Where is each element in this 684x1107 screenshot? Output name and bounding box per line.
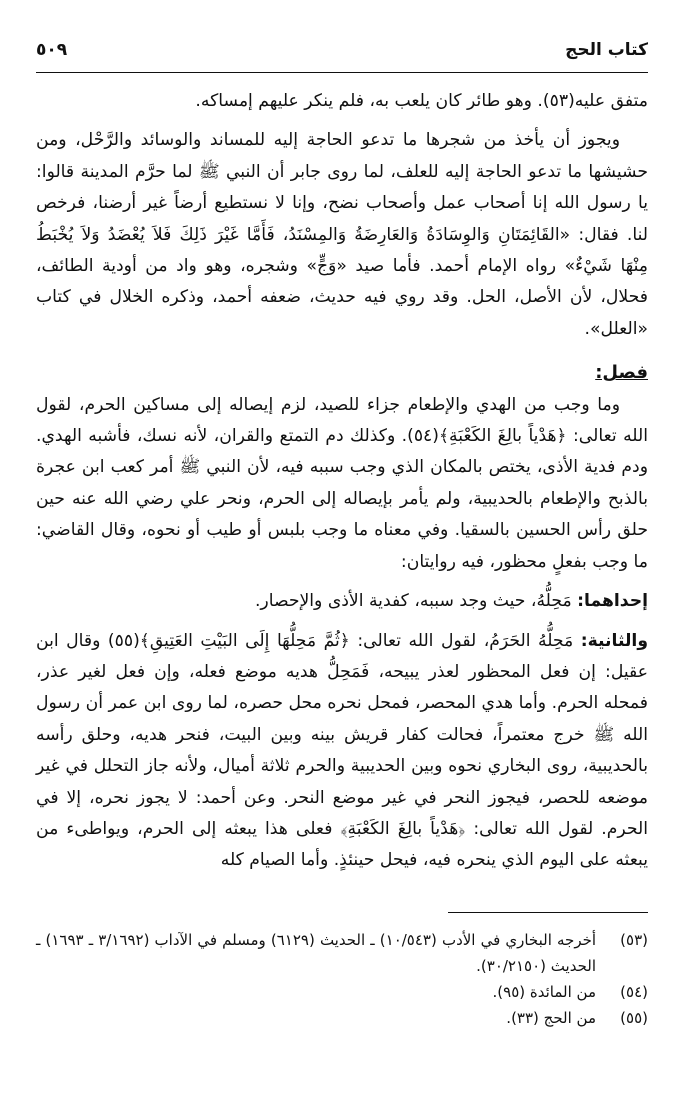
body-text (36, 86, 648, 877)
paragraph-4-text: مَحِلُّهُ، حيث وجد سببه، كفدية الأذى والإحصار. (254, 591, 572, 612)
footnote-text: من الحج (٣٣). (506, 1009, 596, 1027)
footnote-text: أخرجه البخاري في الأدب (١٠/٥٤٣) ـ الحديث (٦١٢٩) ومسلم في الآداب (٣/١٦٩٢ ـ ١٦٩٣) ـ الحديث (٣٠/٢١٥٠). (36, 931, 597, 975)
footnote-53 (36, 927, 648, 979)
page-header (36, 34, 648, 73)
section-heading-line (36, 357, 648, 389)
footnote-rule (448, 912, 648, 913)
label-first: إحداهما: (577, 591, 648, 612)
section-heading: فصل: (595, 362, 648, 384)
footnote-number: (٥٥) (620, 1009, 648, 1027)
paragraph-4 (36, 586, 648, 617)
footnote-text: من المائدة (٩٥). (492, 983, 596, 1001)
page-number: ٥٠٩ (36, 40, 68, 60)
footnote-55 (36, 1005, 648, 1031)
paragraph-5-text: مَحِلُّهُ الحَرَمُ، لقول الله تعالى: ﴿ثُمَّ مَحِلُّهَا إِلَى البَيْتِ العَتِيقِ﴾(٥٥) وقال ابن عقيل: إن فعل المحظور لعذر يبيحه، فَمَحِلُّ هديه موضع فعله، وإن فعل لغير عذر، فمحله الحرم. وأما هدي المحصر، فمحل نحره محل حصره، لما روى ابن عمر أن رسول الله ﷺ خرج معتمراً، فحالت كفار قريش بينه وبين البيت، فنحر هديه، وحلق رأسه بالحديبية، روى البخاري نحوه وبين الحديبية والحرم ثلاثة أميال، ولأنه جاز التحلل في غير موضعه للحصر، فيجوز النحر في غير موضع النحر. وعن أحمد: لا يجوز نحره، إلا في الحرم. لقول الله تعالى: ﴿هَدْياً بالِغَ الكَعْبَةِ﴾ فعلى هذا يبعثه إلى الحرم، ويواطىء من يبعثه على اليوم الذي ينحره فيه، فيحل حينئذٍ. وأما الصيام كله (36, 630, 648, 871)
paragraph-3: وما وجب من الهدي والإطعام جزاء للصيد، لزم إيصاله إلى مساكين الحرم، لقول الله تعالى: ﴿هَدْياً بالِغَ الكَعْبَةِ﴾(٥٤). وكذلك دم التمتع والقران، لأنه نسك، فأشبه الهدي. ودم فدية الأذى، يختص بالمكان الذي وجب سببه فيه، لأن النبي ﷺ أمر كعب ابن عجرة بالذبح والإطعام بالحديبية، ولم يأمر بإيصاله إلى الحرم، ونحر علي رضي الله عنه حين حلق رأس الحسين بالسقيا. وفي معناه ما وجب بلبس أو طيب أو نحوه، وقال القاضي: ما وجب بفعلٍ محظور، فيه روايتان: (36, 394, 648, 572)
running-head: كتاب الحج (565, 40, 648, 60)
label-second: والثانية: (580, 630, 648, 651)
paragraph-1: متفق عليه(٥٣). وهو طائر كان يلعب به، فلم ينكر عليهم إمساكه. (195, 91, 648, 111)
paragraph-5 (36, 626, 648, 877)
footnotes (36, 912, 648, 1031)
footnote-number: (٥٤) (620, 983, 648, 1001)
footnote-number: (٥٣) (620, 931, 648, 949)
paragraph-2: ويجوز أن يأخذ من شجرها ما تدعو الحاجة إليه للمساند والوسائد والرَّحْل، ومن حشيشها ما تدعو الحاجة إليه للعلف، لما روى جابر أن النبي ﷺ لما حرَّم المدينة قالوا: يا رسول الله إنا أصحاب عمل وأصحاب نضح، وإنا لا نستطيع أرضاً غير أرضنا، فرخص لنا. فقال: «القَائِمَتَانِ وَالوِسَادَةُ وَالعَارِضَةُ وَالمِسْنَدُ، فَأَمَّا غَيْرَ ذَلِكَ فَلاَ يُعْضَدُ وَلاَ يُخْبَطُ مِنْهَا شَيْءٌ» رواه الإمام أحمد. فأما صيد «وَجٍّ» وشجره، وهو واد من أودية الطائف، فحلال، لأن الأصل، الحل. وقد روي فيه حديث، ضعفه أحمد، وذكره الخلال في كتاب «العلل». (36, 130, 648, 339)
footnote-54 (36, 979, 648, 1005)
